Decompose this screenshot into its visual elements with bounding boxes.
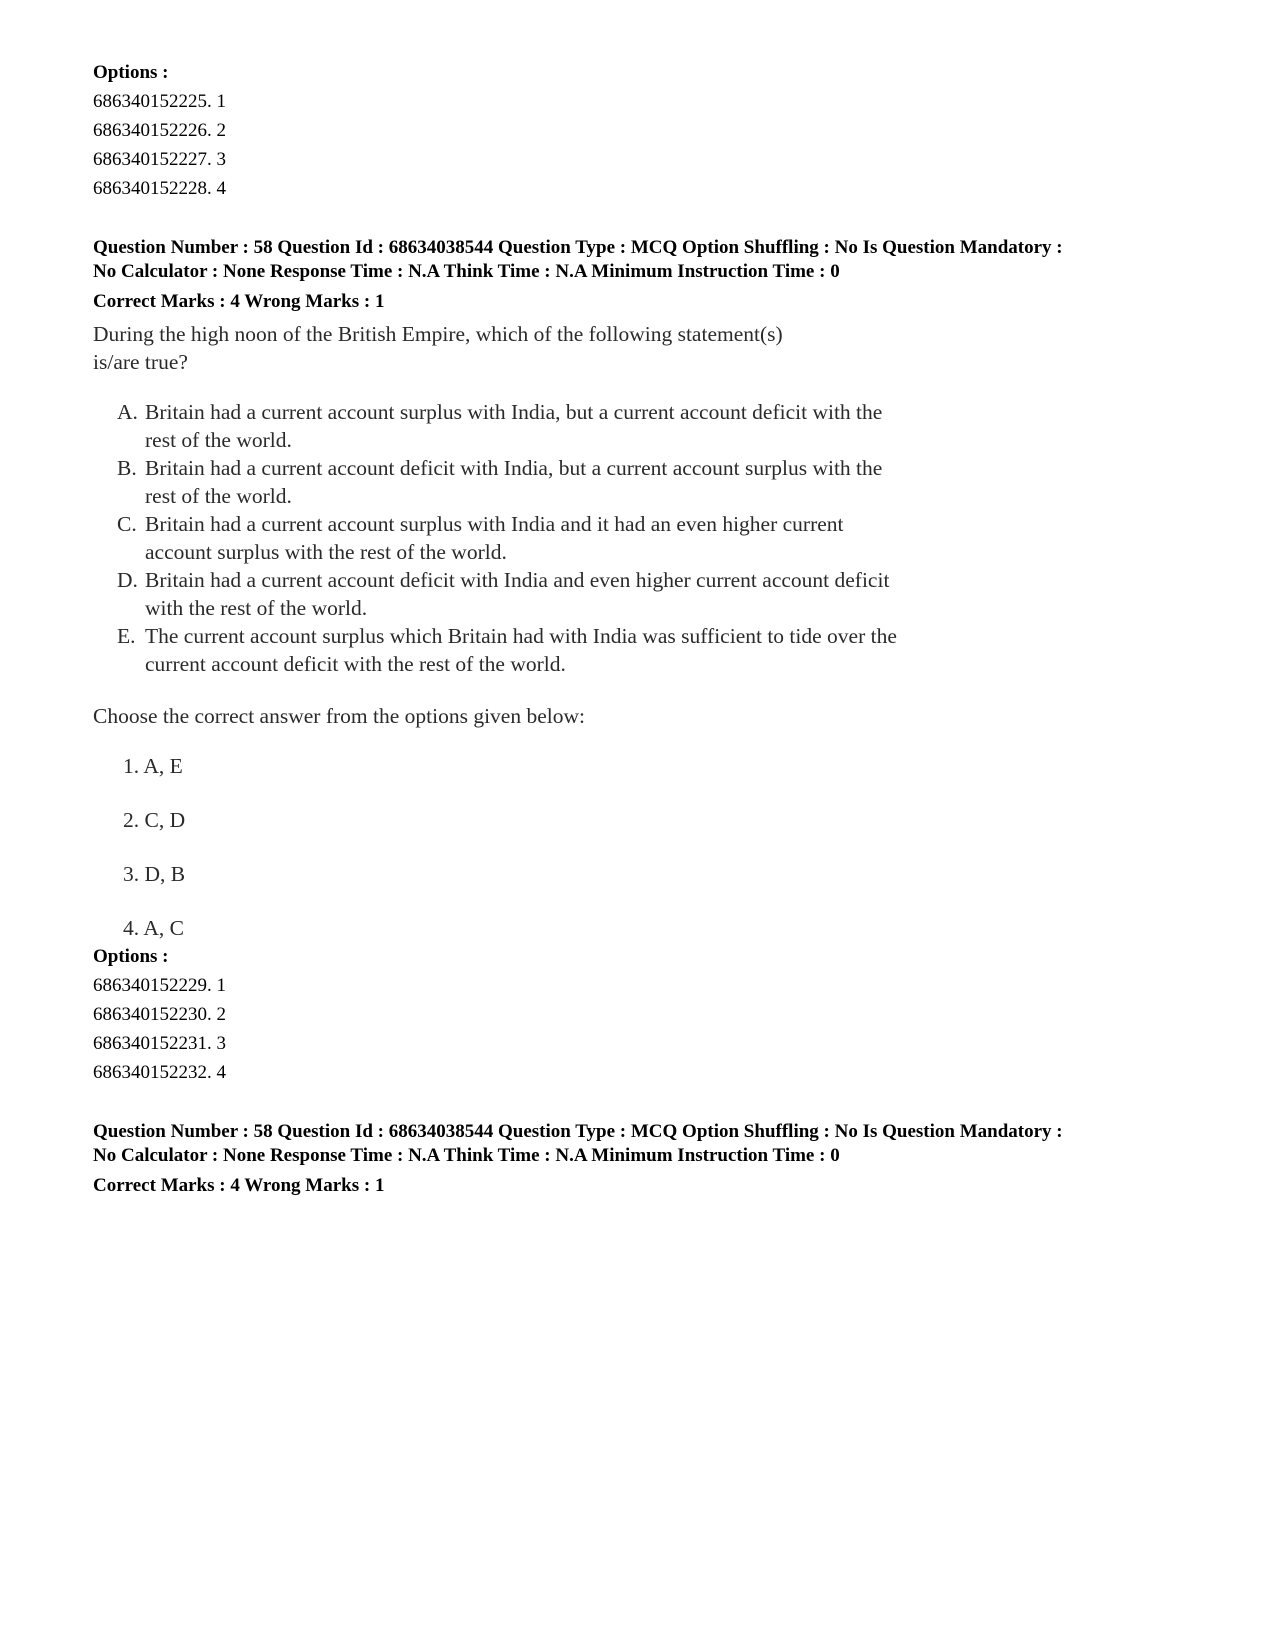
option-id-item: 686340152226. 2 (93, 120, 226, 141)
question-meta (93, 236, 1203, 284)
question-meta (93, 1120, 1203, 1168)
options-block-2 (93, 942, 1203, 1087)
answer-choice: 2. C, D (123, 808, 186, 832)
document-page (93, 58, 1203, 1200)
statement-item (117, 398, 913, 454)
question-block (93, 236, 1203, 942)
answer-choice: 3. D, B (123, 862, 186, 886)
question-stem-line-2: is/are true? (93, 350, 188, 374)
statement-item (117, 622, 913, 678)
statement-item (117, 510, 913, 566)
answer-choice-list (93, 752, 913, 942)
statement-item (117, 454, 913, 510)
answer-choice: 4. A, C (123, 916, 184, 940)
question-content (93, 320, 913, 942)
statement-label: E. (117, 624, 136, 648)
question-marks: Correct Marks : 4 Wrong Marks : 1 (93, 291, 385, 312)
question-meta-line-2: No Calculator : None Response Time : N.A Think Time : N.A Minimum Instruction Time : 0 (93, 261, 840, 282)
statement-label: B. (117, 456, 137, 480)
option-id-item: 686340152227. 3 (93, 149, 226, 170)
statement-label: C. (117, 512, 137, 536)
option-id-item: 686340152231. 3 (93, 1033, 226, 1054)
statement-text: Britain had a current account deficit with India and even higher current account deficit with the rest of the world. (145, 568, 890, 620)
option-id-item: 686340152229. 1 (93, 975, 226, 996)
option-id-item: 686340152228. 4 (93, 178, 226, 199)
options-heading: Options : (93, 62, 169, 83)
statement-text: The current account surplus which Britain had with India was sufficient to tide over the current account deficit with the rest of the world. (145, 624, 897, 676)
question-stem (93, 320, 913, 376)
statement-text: Britain had a current account deficit with India, but a current account surplus with the rest of the world. (145, 456, 883, 508)
statement-label: D. (117, 568, 138, 592)
question-stem-line-1: During the high noon of the British Empire, which of the following statement(s) (93, 322, 783, 346)
statement-text: Britain had a current account surplus with India, but a current account deficit with the rest of the world. (145, 400, 883, 452)
question-meta-line-1: Question Number : 58 Question Id : 68634038544 Question Type : MCQ Option Shuffling : No Is Question Mandatory : (93, 1121, 1063, 1142)
option-id-item: 686340152225. 1 (93, 91, 226, 112)
question-marks: Correct Marks : 4 Wrong Marks : 1 (93, 1175, 385, 1196)
option-id-item: 686340152230. 2 (93, 1004, 226, 1025)
option-id-item: 686340152232. 4 (93, 1062, 226, 1083)
statement-text: Britain had a current account surplus with India and it had an even higher current account surplus with the rest of the world. (145, 512, 844, 564)
statement-label: A. (117, 400, 138, 424)
question-meta-line-2: No Calculator : None Response Time : N.A Think Time : N.A Minimum Instruction Time : 0 (93, 1145, 840, 1166)
question-meta-line-1: Question Number : 58 Question Id : 68634038544 Question Type : MCQ Option Shuffling : No Is Question Mandatory : (93, 237, 1063, 258)
choose-instruction: Choose the correct answer from the options given below: (93, 704, 585, 728)
statement-item (117, 566, 913, 622)
question-block-repeat (93, 1120, 1203, 1200)
option-id-list (93, 971, 1203, 1087)
answer-choice: 1. A, E (123, 754, 183, 778)
options-heading: Options : (93, 946, 169, 967)
statement-list (93, 398, 913, 678)
option-id-list (93, 87, 1203, 203)
options-block-1 (93, 58, 1203, 203)
